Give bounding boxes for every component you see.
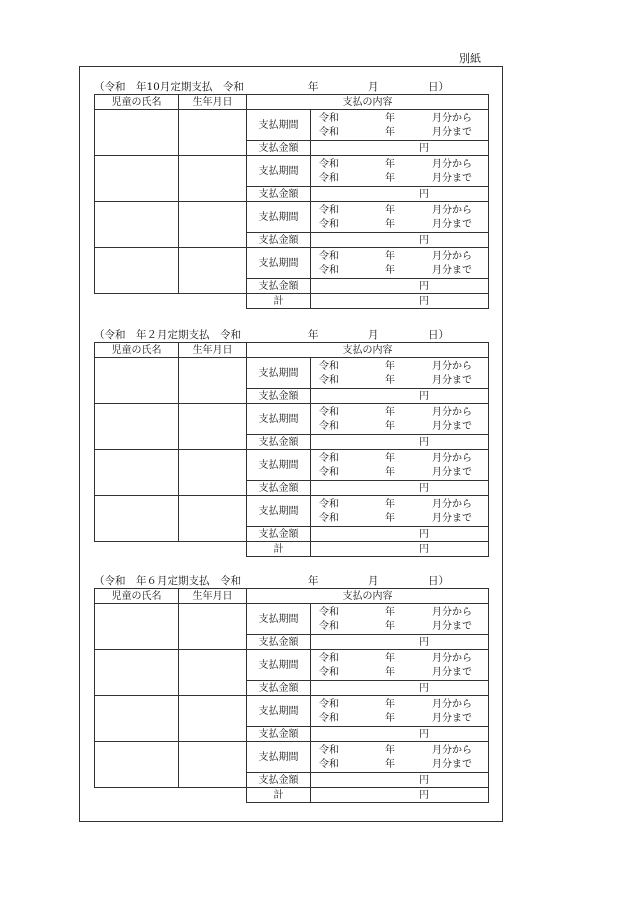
month-to-label: 月分まで — [432, 713, 472, 724]
era-label: 令和 — [319, 159, 339, 170]
amount-field[interactable] — [311, 187, 489, 202]
payment-section — [94, 328, 488, 557]
total-field[interactable] — [311, 294, 489, 309]
birth-date-field[interactable] — [179, 696, 247, 742]
amount-label: 支払金額 — [247, 279, 311, 294]
year-label: 年 — [385, 499, 395, 510]
amount-field[interactable] — [311, 681, 489, 696]
amount-label: 支払金額 — [247, 435, 311, 450]
amount-field[interactable] — [311, 279, 489, 294]
yen-unit: 円 — [419, 543, 429, 555]
period-field[interactable] — [311, 604, 489, 635]
month-to-label: 月分まで — [432, 173, 472, 184]
era-label: 令和 — [319, 467, 339, 478]
amount-label: 支払金額 — [247, 681, 311, 696]
era-label: 令和 — [319, 113, 339, 124]
year-label: 年 — [385, 173, 395, 184]
year-label: 年 — [385, 421, 395, 432]
era-label: 令和 — [319, 173, 339, 184]
header-payment-content: 支払の内容 — [247, 589, 489, 604]
month-to-label: 月分まで — [432, 467, 472, 478]
year-label: 年 — [385, 607, 395, 618]
section-title — [94, 328, 488, 342]
month-to-label: 月分まで — [432, 667, 472, 678]
yen-unit: 円 — [419, 482, 429, 494]
year-label: 年 — [385, 251, 395, 262]
month-to-label: 月分まで — [432, 621, 472, 632]
period-label: 支払期間 — [247, 156, 311, 187]
payment-table — [94, 588, 489, 803]
month-from-label: 月分から — [432, 251, 472, 262]
yen-unit: 円 — [419, 188, 429, 200]
year-label: 年 — [385, 513, 395, 524]
yen-unit: 円 — [419, 789, 429, 801]
month-from-label: 月分から — [432, 453, 472, 464]
year-label: 年 — [385, 621, 395, 632]
era-label: 令和 — [319, 745, 339, 756]
era-label: 令和 — [319, 513, 339, 524]
section-title-prefix: （令和 年６月定期支払 令和 — [94, 575, 241, 587]
era-label: 令和 — [319, 713, 339, 724]
year-label: 年 — [385, 361, 395, 372]
amount-label: 支払金額 — [247, 141, 311, 156]
year-label: 年 — [385, 653, 395, 664]
birth-date-field[interactable] — [179, 110, 247, 156]
yen-unit: 円 — [419, 234, 429, 246]
payment-table — [94, 94, 489, 309]
period-field[interactable] — [311, 156, 489, 187]
amount-field[interactable] — [311, 527, 489, 542]
month-from-label: 月分から — [432, 361, 472, 372]
header-child-name: 児童の氏名 — [95, 95, 179, 110]
header-birth-date: 生年月日 — [179, 343, 247, 358]
birth-date-field[interactable] — [179, 358, 247, 404]
era-label: 令和 — [319, 699, 339, 710]
payment-section — [94, 80, 488, 309]
yen-unit: 円 — [419, 728, 429, 740]
year-label: 年 — [385, 713, 395, 724]
header-payment-content: 支払の内容 — [247, 343, 489, 358]
header-payment-content: 支払の内容 — [247, 95, 489, 110]
total-field[interactable] — [311, 788, 489, 803]
period-field[interactable] — [311, 450, 489, 481]
period-field[interactable] — [311, 496, 489, 527]
period-field[interactable] — [311, 110, 489, 141]
amount-label: 支払金額 — [247, 727, 311, 742]
section-title-day: 日） — [428, 575, 449, 587]
section-title-month: 月 — [368, 329, 379, 341]
period-label: 支払期間 — [247, 450, 311, 481]
year-label: 年 — [385, 745, 395, 756]
period-field[interactable] — [311, 742, 489, 773]
birth-date-field[interactable] — [179, 156, 247, 202]
month-to-label: 月分まで — [432, 265, 472, 276]
era-label: 令和 — [319, 421, 339, 432]
era-label: 令和 — [319, 453, 339, 464]
year-label: 年 — [385, 205, 395, 216]
yen-unit: 円 — [419, 142, 429, 154]
blank-cell — [95, 788, 247, 803]
blank-cell — [95, 294, 247, 309]
header-birth-date: 生年月日 — [179, 95, 247, 110]
month-to-label: 月分まで — [432, 759, 472, 770]
birth-date-field[interactable] — [179, 742, 247, 788]
child-name-field[interactable] — [95, 742, 179, 788]
birth-date-field[interactable] — [179, 450, 247, 496]
child-name-field[interactable] — [95, 604, 179, 650]
amount-label: 支払金額 — [247, 635, 311, 650]
payment-table — [94, 342, 489, 557]
month-from-label: 月分から — [432, 407, 472, 418]
month-from-label: 月分から — [432, 653, 472, 664]
amount-field[interactable] — [311, 727, 489, 742]
month-from-label: 月分から — [432, 113, 472, 124]
child-name-field[interactable] — [95, 650, 179, 696]
year-label: 年 — [385, 407, 395, 418]
month-from-label: 月分から — [432, 607, 472, 618]
header-child-name: 児童の氏名 — [95, 589, 179, 604]
month-to-label: 月分まで — [432, 219, 472, 230]
era-label: 令和 — [319, 667, 339, 678]
era-label: 令和 — [319, 653, 339, 664]
birth-date-field[interactable] — [179, 496, 247, 542]
era-label: 令和 — [319, 407, 339, 418]
child-name-field[interactable] — [95, 248, 179, 294]
month-from-label: 月分から — [432, 159, 472, 170]
amount-field[interactable] — [311, 635, 489, 650]
yen-unit: 円 — [419, 390, 429, 402]
era-label: 令和 — [319, 499, 339, 510]
yen-unit: 円 — [419, 528, 429, 540]
month-to-label: 月分まで — [432, 127, 472, 138]
period-field[interactable] — [311, 358, 489, 389]
yen-unit: 円 — [419, 280, 429, 292]
birth-date-field[interactable] — [179, 404, 247, 450]
section-title-prefix: （令和 年10月定期支払 令和 — [94, 81, 244, 93]
period-label: 支払期間 — [247, 110, 311, 141]
year-label: 年 — [385, 467, 395, 478]
birth-date-field[interactable] — [179, 202, 247, 248]
period-field[interactable] — [311, 650, 489, 681]
section-title-month: 月 — [368, 575, 379, 587]
era-label: 令和 — [319, 375, 339, 386]
month-from-label: 月分から — [432, 745, 472, 756]
era-label: 令和 — [319, 205, 339, 216]
period-field[interactable] — [311, 202, 489, 233]
birth-date-field[interactable] — [179, 248, 247, 294]
year-label: 年 — [385, 375, 395, 386]
era-label: 令和 — [319, 621, 339, 632]
child-name-field[interactable] — [95, 110, 179, 156]
year-label: 年 — [385, 453, 395, 464]
era-label: 令和 — [319, 127, 339, 138]
total-label: 計 — [247, 788, 311, 803]
year-label: 年 — [385, 219, 395, 230]
era-label: 令和 — [319, 265, 339, 276]
period-field[interactable] — [311, 696, 489, 727]
child-name-field[interactable] — [95, 156, 179, 202]
total-label: 計 — [247, 542, 311, 557]
section-title — [94, 80, 488, 94]
year-label: 年 — [385, 667, 395, 678]
child-name-field[interactable] — [95, 696, 179, 742]
yen-unit: 円 — [419, 636, 429, 648]
year-label: 年 — [385, 127, 395, 138]
amount-field[interactable] — [311, 233, 489, 248]
era-label: 令和 — [319, 251, 339, 262]
amount-label: 支払金額 — [247, 233, 311, 248]
yen-unit: 円 — [419, 774, 429, 786]
amount-label: 支払金額 — [247, 389, 311, 404]
amount-label: 支払金額 — [247, 481, 311, 496]
yen-unit: 円 — [419, 682, 429, 694]
section-title-year: 年 — [308, 575, 319, 587]
section-title-prefix: （令和 年２月定期支払 令和 — [94, 329, 241, 341]
year-label: 年 — [385, 265, 395, 276]
yen-unit: 円 — [419, 295, 429, 307]
section-title-year: 年 — [308, 329, 319, 341]
month-from-label: 月分から — [432, 205, 472, 216]
month-to-label: 月分まで — [432, 421, 472, 432]
period-label: 支払期間 — [247, 202, 311, 233]
birth-date-field[interactable] — [179, 650, 247, 696]
period-label: 支払期間 — [247, 604, 311, 635]
yen-unit: 円 — [419, 436, 429, 448]
period-label: 支払期間 — [247, 696, 311, 727]
amount-label: 支払金額 — [247, 187, 311, 202]
amount-label: 支払金額 — [247, 527, 311, 542]
birth-date-field[interactable] — [179, 604, 247, 650]
month-to-label: 月分まで — [432, 513, 472, 524]
amount-label: 支払金額 — [247, 773, 311, 788]
section-title-month: 月 — [368, 81, 379, 93]
section-title-day: 日） — [428, 329, 449, 341]
era-label: 令和 — [319, 219, 339, 230]
section-title-day: 日） — [428, 81, 449, 93]
year-label: 年 — [385, 159, 395, 170]
month-from-label: 月分から — [432, 499, 472, 510]
era-label: 令和 — [319, 607, 339, 618]
amount-field[interactable] — [311, 389, 489, 404]
period-label: 支払期間 — [247, 650, 311, 681]
child-name-field[interactable] — [95, 202, 179, 248]
child-name-field[interactable] — [95, 358, 179, 404]
period-label: 支払期間 — [247, 358, 311, 389]
period-field[interactable] — [311, 248, 489, 279]
header-birth-date: 生年月日 — [179, 589, 247, 604]
amount-field[interactable] — [311, 141, 489, 156]
amount-field[interactable] — [311, 435, 489, 450]
payment-section — [94, 574, 488, 803]
period-label: 支払期間 — [247, 404, 311, 435]
year-label: 年 — [385, 759, 395, 770]
section-title-year: 年 — [308, 81, 319, 93]
period-field[interactable] — [311, 404, 489, 435]
era-label: 令和 — [319, 361, 339, 372]
child-name-field[interactable] — [95, 496, 179, 542]
period-label: 支払期間 — [247, 742, 311, 773]
child-name-field[interactable] — [95, 404, 179, 450]
year-label: 年 — [385, 699, 395, 710]
annex-label: 別紙 — [459, 52, 481, 65]
total-label: 計 — [247, 294, 311, 309]
header-child-name: 児童の氏名 — [95, 343, 179, 358]
period-label: 支払期間 — [247, 248, 311, 279]
amount-field[interactable] — [311, 773, 489, 788]
blank-cell — [95, 542, 247, 557]
year-label: 年 — [385, 113, 395, 124]
month-to-label: 月分まで — [432, 375, 472, 386]
period-label: 支払期間 — [247, 496, 311, 527]
month-from-label: 月分から — [432, 699, 472, 710]
era-label: 令和 — [319, 759, 339, 770]
child-name-field[interactable] — [95, 450, 179, 496]
total-field[interactable] — [311, 542, 489, 557]
section-title — [94, 574, 488, 588]
amount-field[interactable] — [311, 481, 489, 496]
